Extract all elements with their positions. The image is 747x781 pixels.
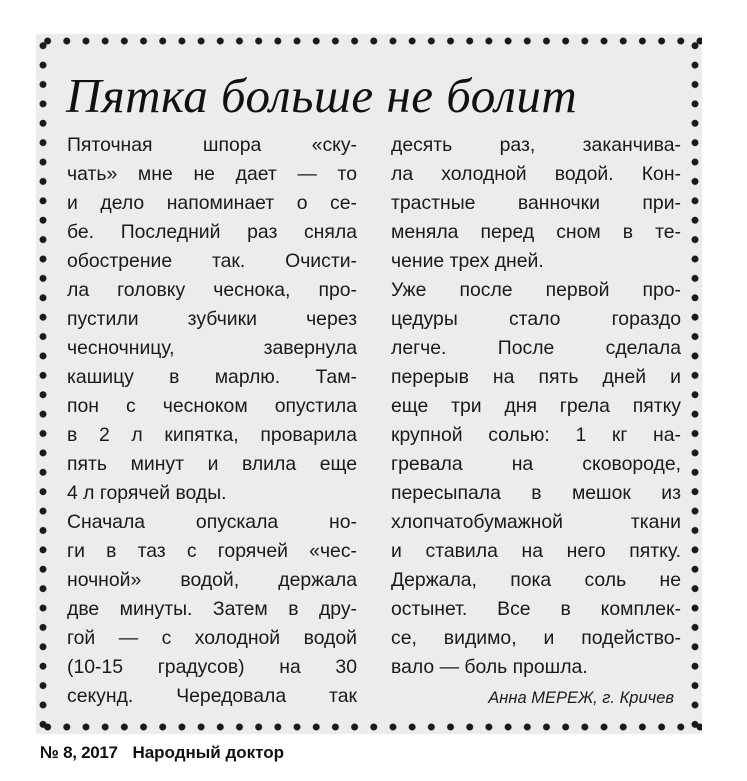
article-title: Пятка больше не болит <box>66 68 578 123</box>
text-line: Пяточная шпора «ску- <box>67 134 357 156</box>
publication-name: Народный доктор <box>132 743 285 762</box>
text-line: трастные ванночки при- <box>391 192 681 214</box>
left-column <box>67 131 357 711</box>
text-line: в 2 л кипятка, проварила <box>67 424 357 446</box>
text-line: и ставила на него пятку. <box>391 540 681 562</box>
text-line: бе. Последний раз сняла <box>67 221 357 243</box>
text-line: секунд. Чередовала так <box>67 685 357 707</box>
text-line: Уже после первой про- <box>391 279 681 301</box>
text-line: ла головку чеснока, про- <box>67 279 357 301</box>
text-line: ночной» водой, держала <box>67 569 357 591</box>
text-line: пять минут и влила еще <box>67 453 357 475</box>
text-line: ги в таз с горячей «чес- <box>67 540 357 562</box>
right-paragraph-1 <box>391 131 681 276</box>
text-line: Сначала опускала но- <box>67 511 357 533</box>
text-line: перерыв на пять дней и <box>391 366 681 388</box>
text-line: крупной солью: 1 кг на- <box>391 424 681 446</box>
dotted-border-left <box>38 34 48 734</box>
left-paragraph-1 <box>67 131 357 508</box>
text-line: две минуты. Затем в дру- <box>67 598 357 620</box>
text-line: хлопчатобумажной ткани <box>391 511 681 533</box>
text-line: пон с чесноком опустила <box>67 395 357 417</box>
text-line: Держала, пока соль не <box>391 569 681 591</box>
publication-footer <box>40 741 284 765</box>
text-line: меняла перед сном в те- <box>391 221 681 243</box>
text-line: и дело напоминает о се- <box>67 192 357 214</box>
dotted-border-top <box>36 36 702 46</box>
text-line: ла холодной водой. Кон- <box>391 163 681 185</box>
text-line: (10-15 градусов) на 30 <box>67 656 357 678</box>
text-line: пересыпала в мешок из <box>391 482 681 504</box>
text-line: еще три дня грела пятку <box>391 395 681 417</box>
text-line: вало — боль прошла. <box>391 656 588 678</box>
text-line: цедуры стало гораздо <box>391 308 681 330</box>
dotted-border-right <box>690 34 700 734</box>
dotted-border-bottom <box>36 722 702 732</box>
right-paragraph-2 <box>391 276 681 682</box>
text-line: обострение так. Очисти- <box>67 250 357 272</box>
issue-number: № 8, 2017 <box>40 743 118 762</box>
text-line: 4 л горячей воды. <box>67 482 227 504</box>
text-line: чать» мне не дает — то <box>67 163 357 185</box>
text-line: десять раз, заканчива- <box>391 134 681 156</box>
text-line: се, видимо, и подейство- <box>391 627 681 649</box>
article-clipping <box>36 34 702 734</box>
text-line: остынет. Все в комплек- <box>391 598 681 620</box>
text-line: чение трех дней. <box>391 250 544 272</box>
text-line: чесночницу, завернула <box>67 337 357 359</box>
text-line: легче. После сделала <box>391 337 681 359</box>
right-column <box>391 131 681 682</box>
left-paragraph-2 <box>67 508 357 711</box>
text-line: гревала на сковороде, <box>391 453 681 475</box>
text-line: гой — с холодной водой <box>67 627 357 649</box>
author-signature: Анна МЕРЕЖ, г. Кричев <box>488 689 674 707</box>
text-line: кашицу в марлю. Там- <box>67 366 357 388</box>
text-line: пустили зубчики через <box>67 308 357 330</box>
